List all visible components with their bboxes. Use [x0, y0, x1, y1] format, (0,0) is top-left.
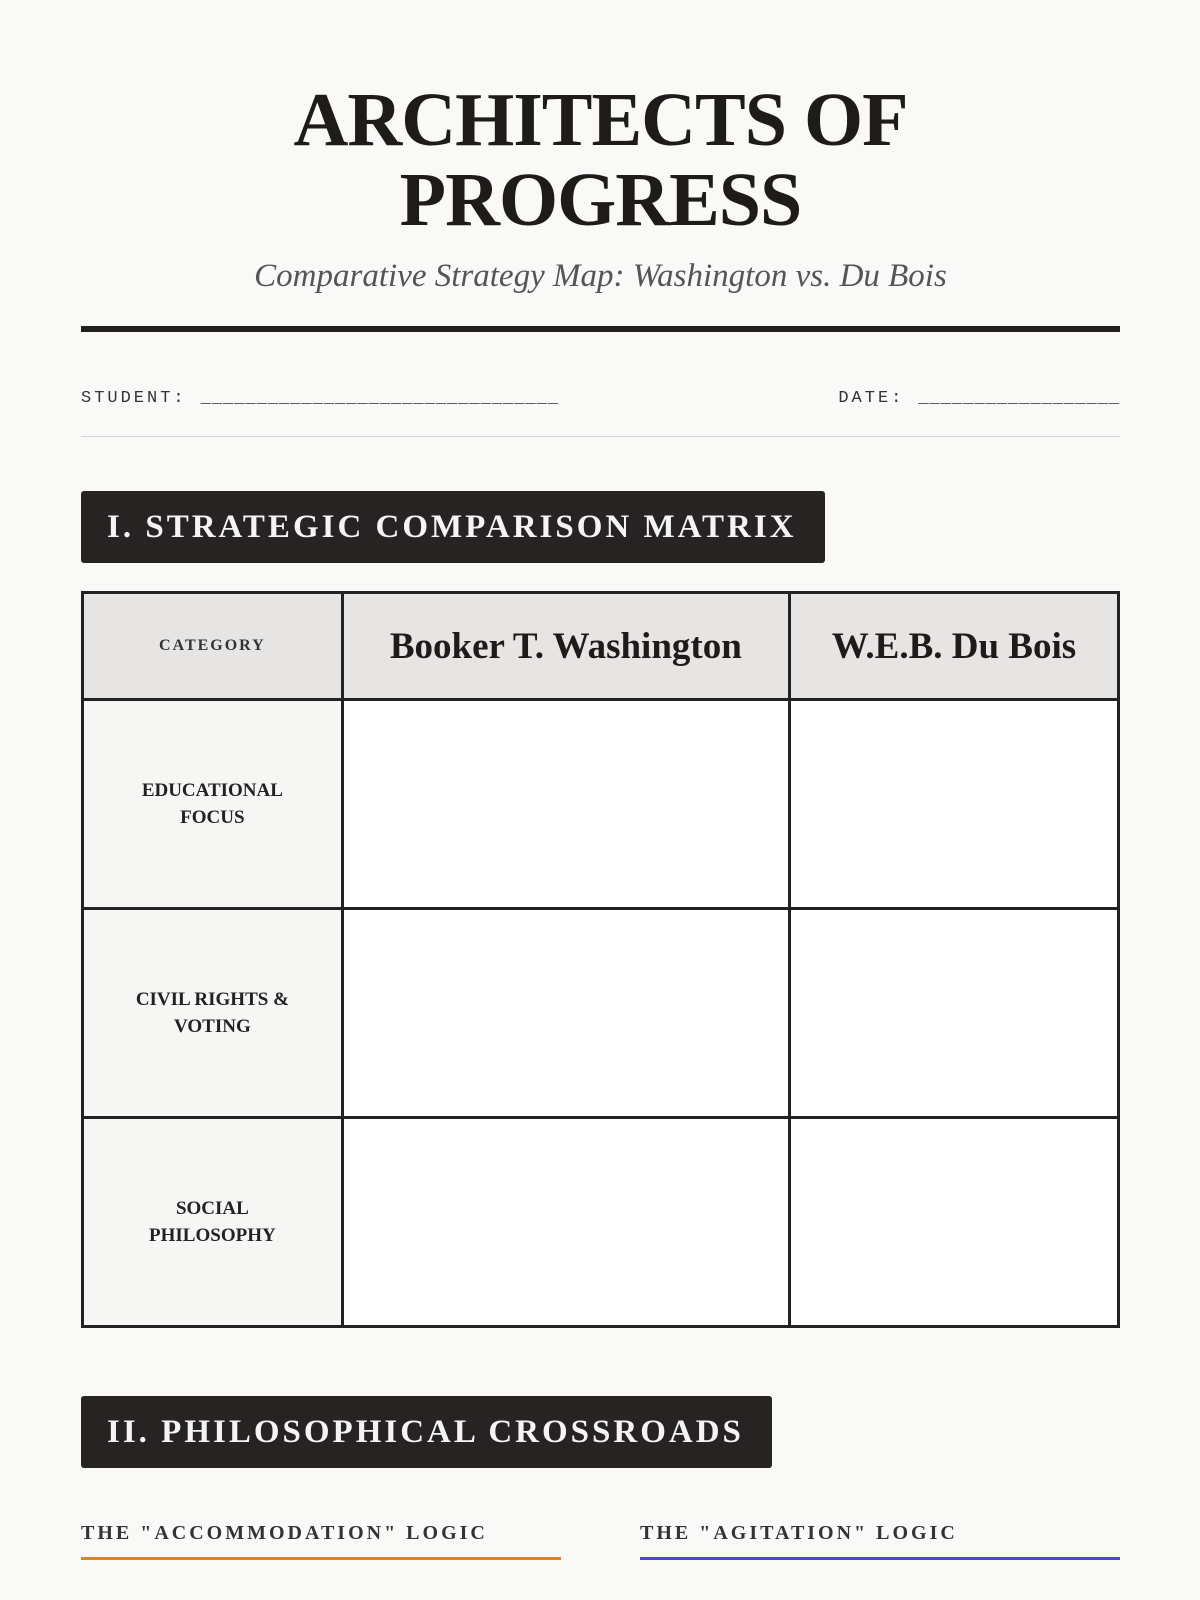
table-row: [83, 909, 1119, 1118]
agitation-logic-label: THE "AGITATION" LOGIC: [640, 1522, 1120, 1560]
row-category-civil-rights: CIVIL RIGHTS & VOTING: [83, 909, 343, 1118]
comparison-matrix-table: [81, 591, 1120, 1328]
worksheet-page: [81, 0, 1120, 1582]
table-row: [83, 700, 1119, 909]
page-title: [81, 0, 1120, 240]
column-header-washington: Booker T. Washington: [342, 593, 789, 700]
student-label: STUDENT:: [81, 389, 187, 408]
section-heading-philosophical-crossroads: II. PHILOSOPHICAL CROSSROADS: [81, 1396, 772, 1468]
answer-cell-dubois-philosophy[interactable]: [789, 1118, 1118, 1327]
date-blank-line[interactable]: __________________: [918, 389, 1120, 408]
answer-cell-washington-education[interactable]: [342, 700, 789, 909]
title-line-2: PROGRESS: [399, 158, 802, 242]
section-heading-comparison-matrix: I. STRATEGIC COMPARISON MATRIX: [81, 491, 825, 563]
title-line-1: ARCHITECTS OF: [293, 78, 908, 162]
logic-columns: [81, 1522, 1120, 1582]
column-header-dubois: W.E.B. Du Bois: [789, 593, 1118, 700]
accommodation-logic-label: THE "ACCOMMODATION" LOGIC: [81, 1522, 561, 1560]
column-header-category: CATEGORY: [83, 593, 343, 700]
student-blank-line[interactable]: ________________________________: [200, 389, 560, 408]
student-field[interactable]: [81, 389, 559, 408]
answer-cell-dubois-education[interactable]: [789, 700, 1118, 909]
date-field[interactable]: [838, 389, 1120, 408]
table-row: [83, 1118, 1119, 1327]
page-subtitle: Comparative Strategy Map: Washington vs. Du Bois: [254, 258, 947, 294]
answer-cell-dubois-civil-rights[interactable]: [789, 909, 1118, 1118]
table-header-row: [83, 593, 1119, 700]
date-label: DATE:: [838, 389, 905, 408]
row-category-social-philosophy: SOCIAL PHILOSOPHY: [83, 1118, 343, 1327]
answer-cell-washington-civil-rights[interactable]: [342, 909, 789, 1118]
student-info-row: [81, 332, 1120, 437]
row-category-educational-focus: EDUCATIONAL FOCUS: [83, 700, 343, 909]
answer-cell-washington-philosophy[interactable]: [342, 1118, 789, 1327]
